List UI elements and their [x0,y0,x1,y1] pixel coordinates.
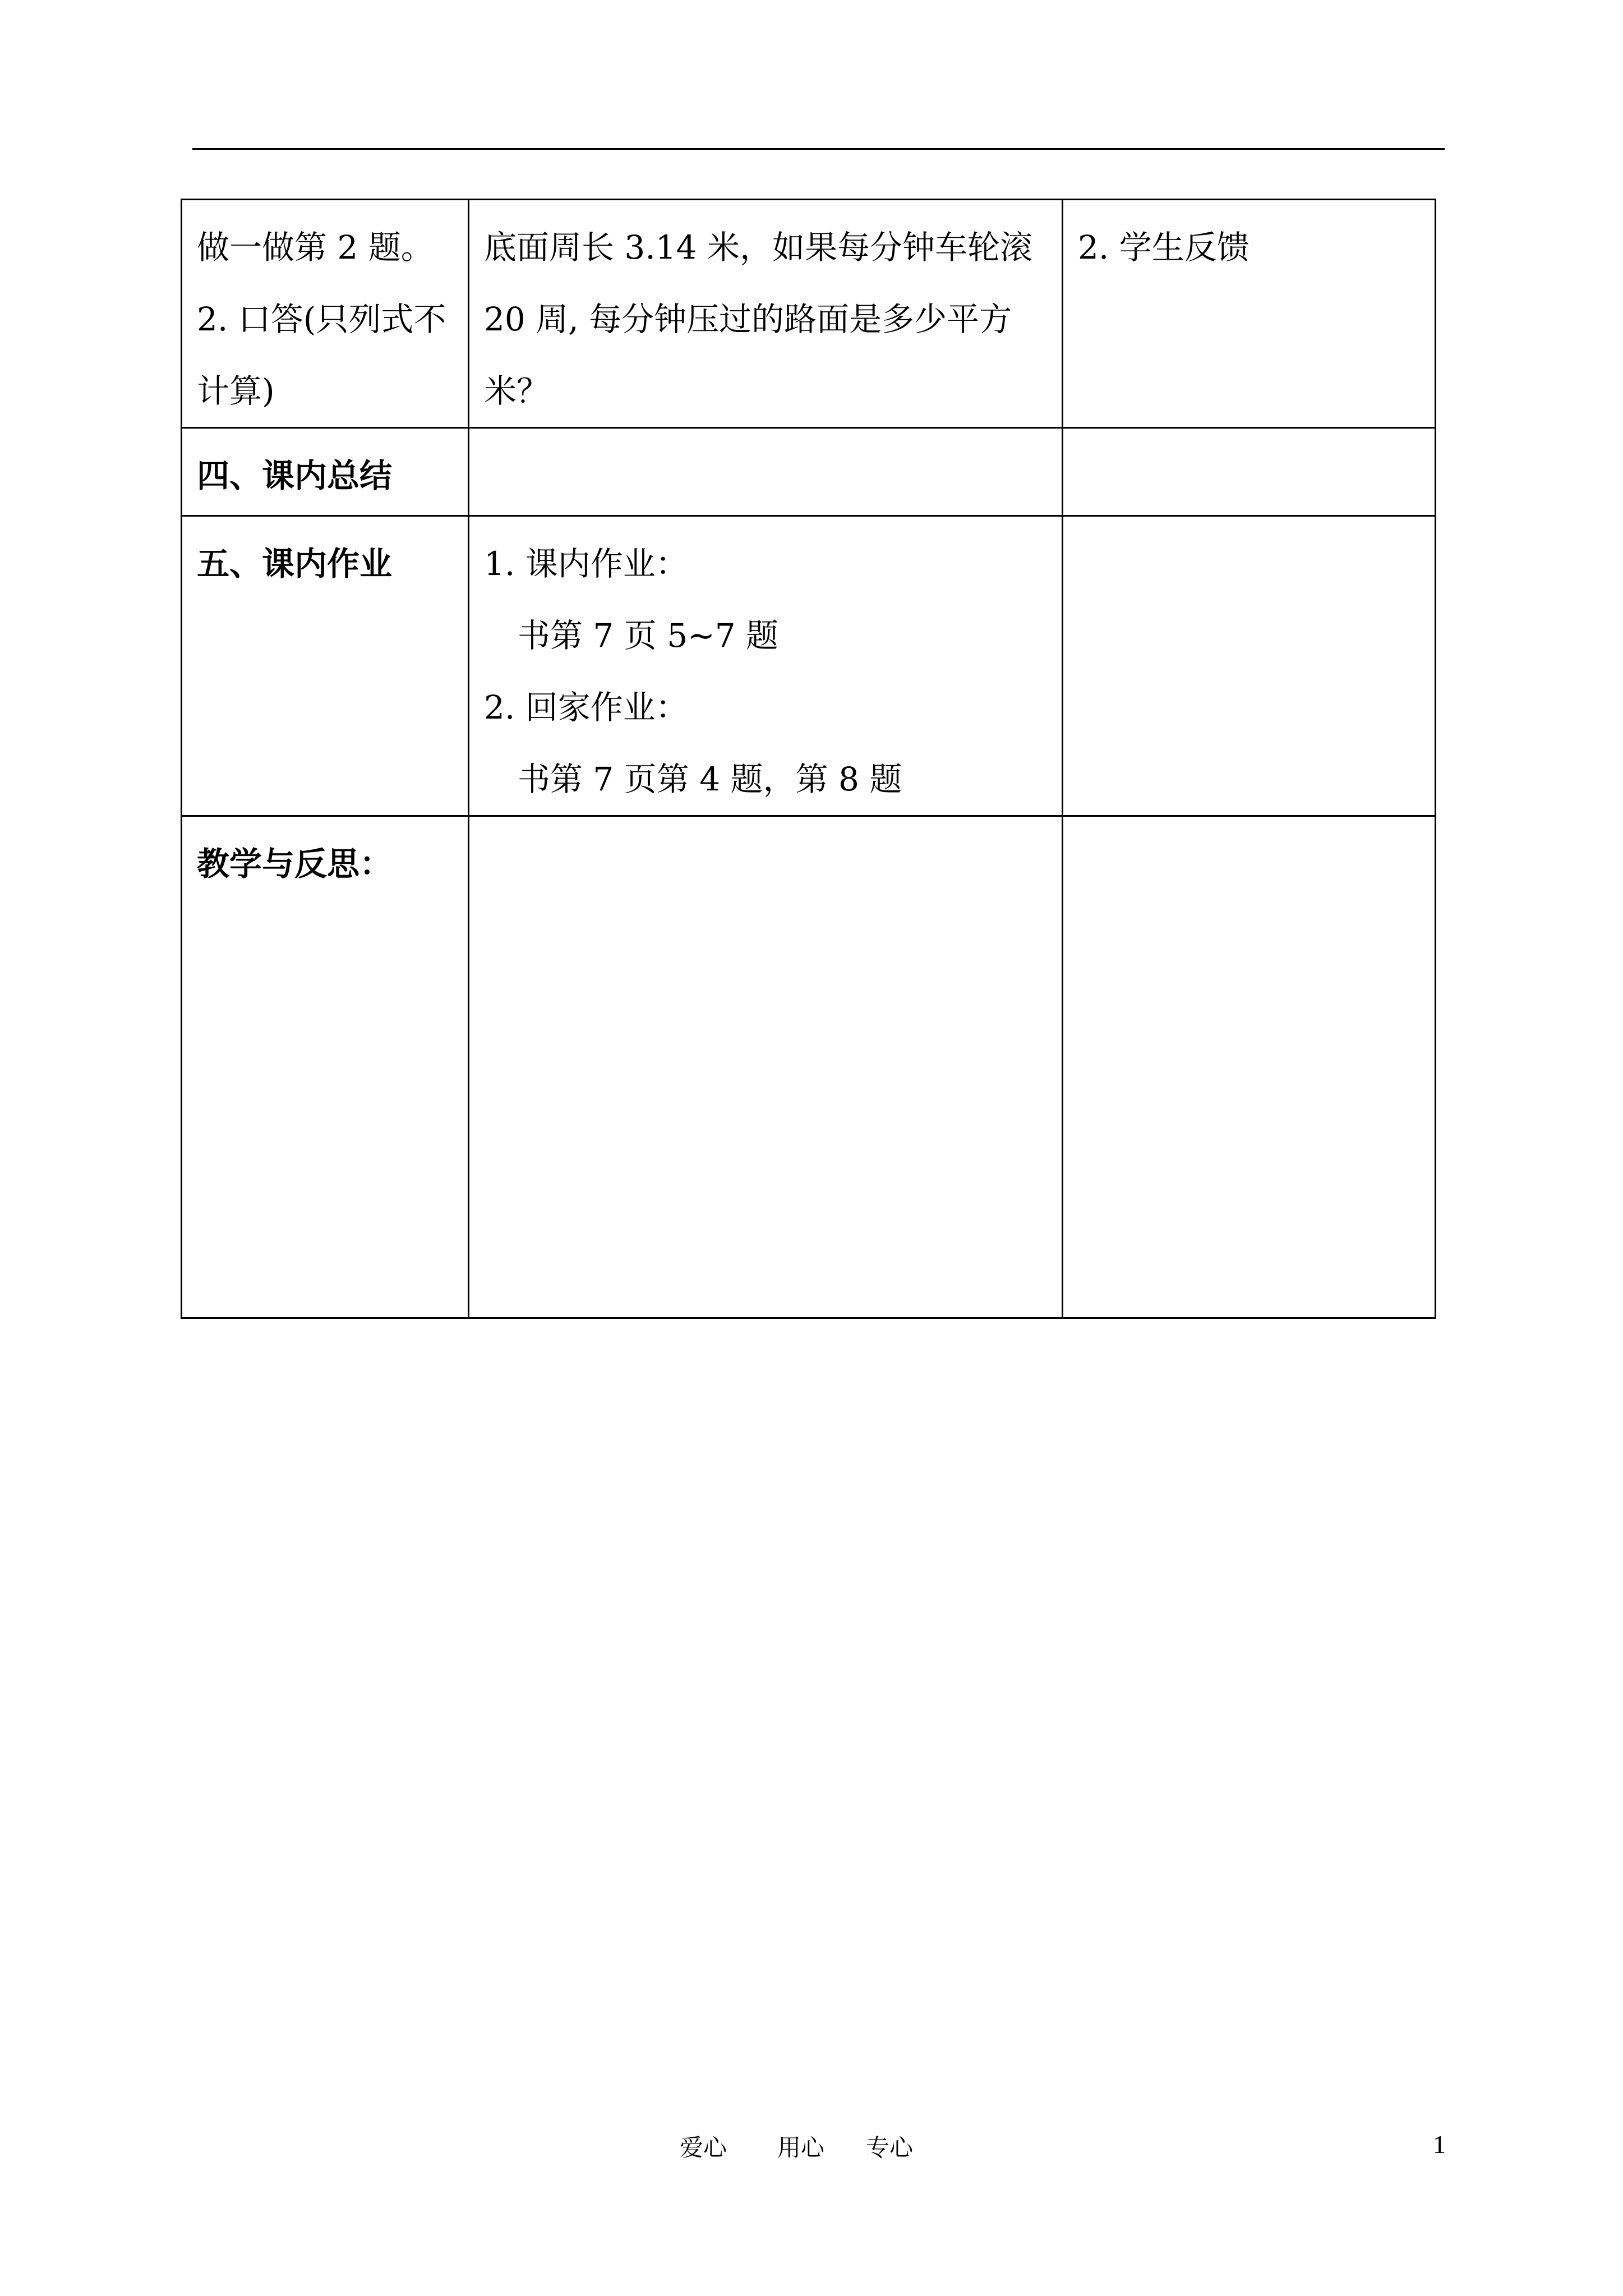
section-heading: 教学与反思： [182,816,469,1318]
cell-text: 做一做第 2 题。 [197,228,434,266]
cell-activity [182,200,469,428]
section-heading: 五、课内作业 [182,516,469,816]
cell-notes [1063,816,1436,1318]
cell-content [469,428,1063,516]
table-row [182,516,1436,816]
cell-notes [1063,428,1436,516]
cell-notes [1063,200,1436,428]
cell-content [469,816,1063,1318]
cell-text: 米？ [484,372,550,410]
cell-text: 2. 回家作业： [484,688,688,726]
header-rule [192,148,1445,150]
section-heading: 四、课内总结 [182,428,469,516]
table-row [182,200,1436,428]
cell-text: 计算) [197,372,275,410]
cell-text: 1. 课内作业： [484,545,688,583]
table-row [182,428,1436,516]
page-number: 1 [1433,2130,1446,2159]
footer-motto: 专心 [866,2134,914,2161]
cell-notes [1063,516,1436,816]
cell-content [469,516,1063,816]
cell-text: 2. 学生反馈 [1078,228,1249,266]
footer-motto: 用心 [777,2134,825,2161]
cell-content [469,200,1063,428]
cell-text: 底面周长 3.14 米，如果每分钟车轮滚 [484,228,1033,266]
cell-text: 2. 口答(只列式不 [197,300,446,338]
cell-text: 20 周, 每分钟压过的路面是多少平方 [484,300,1012,338]
lesson-plan-table [181,199,1436,1319]
table-row [182,816,1436,1318]
footer-motto: 爱心 [680,2134,727,2161]
cell-text: 书第 7 页 5~7 题 [518,616,779,655]
cell-text: 书第 7 页第 4 题，第 8 题 [518,760,902,798]
